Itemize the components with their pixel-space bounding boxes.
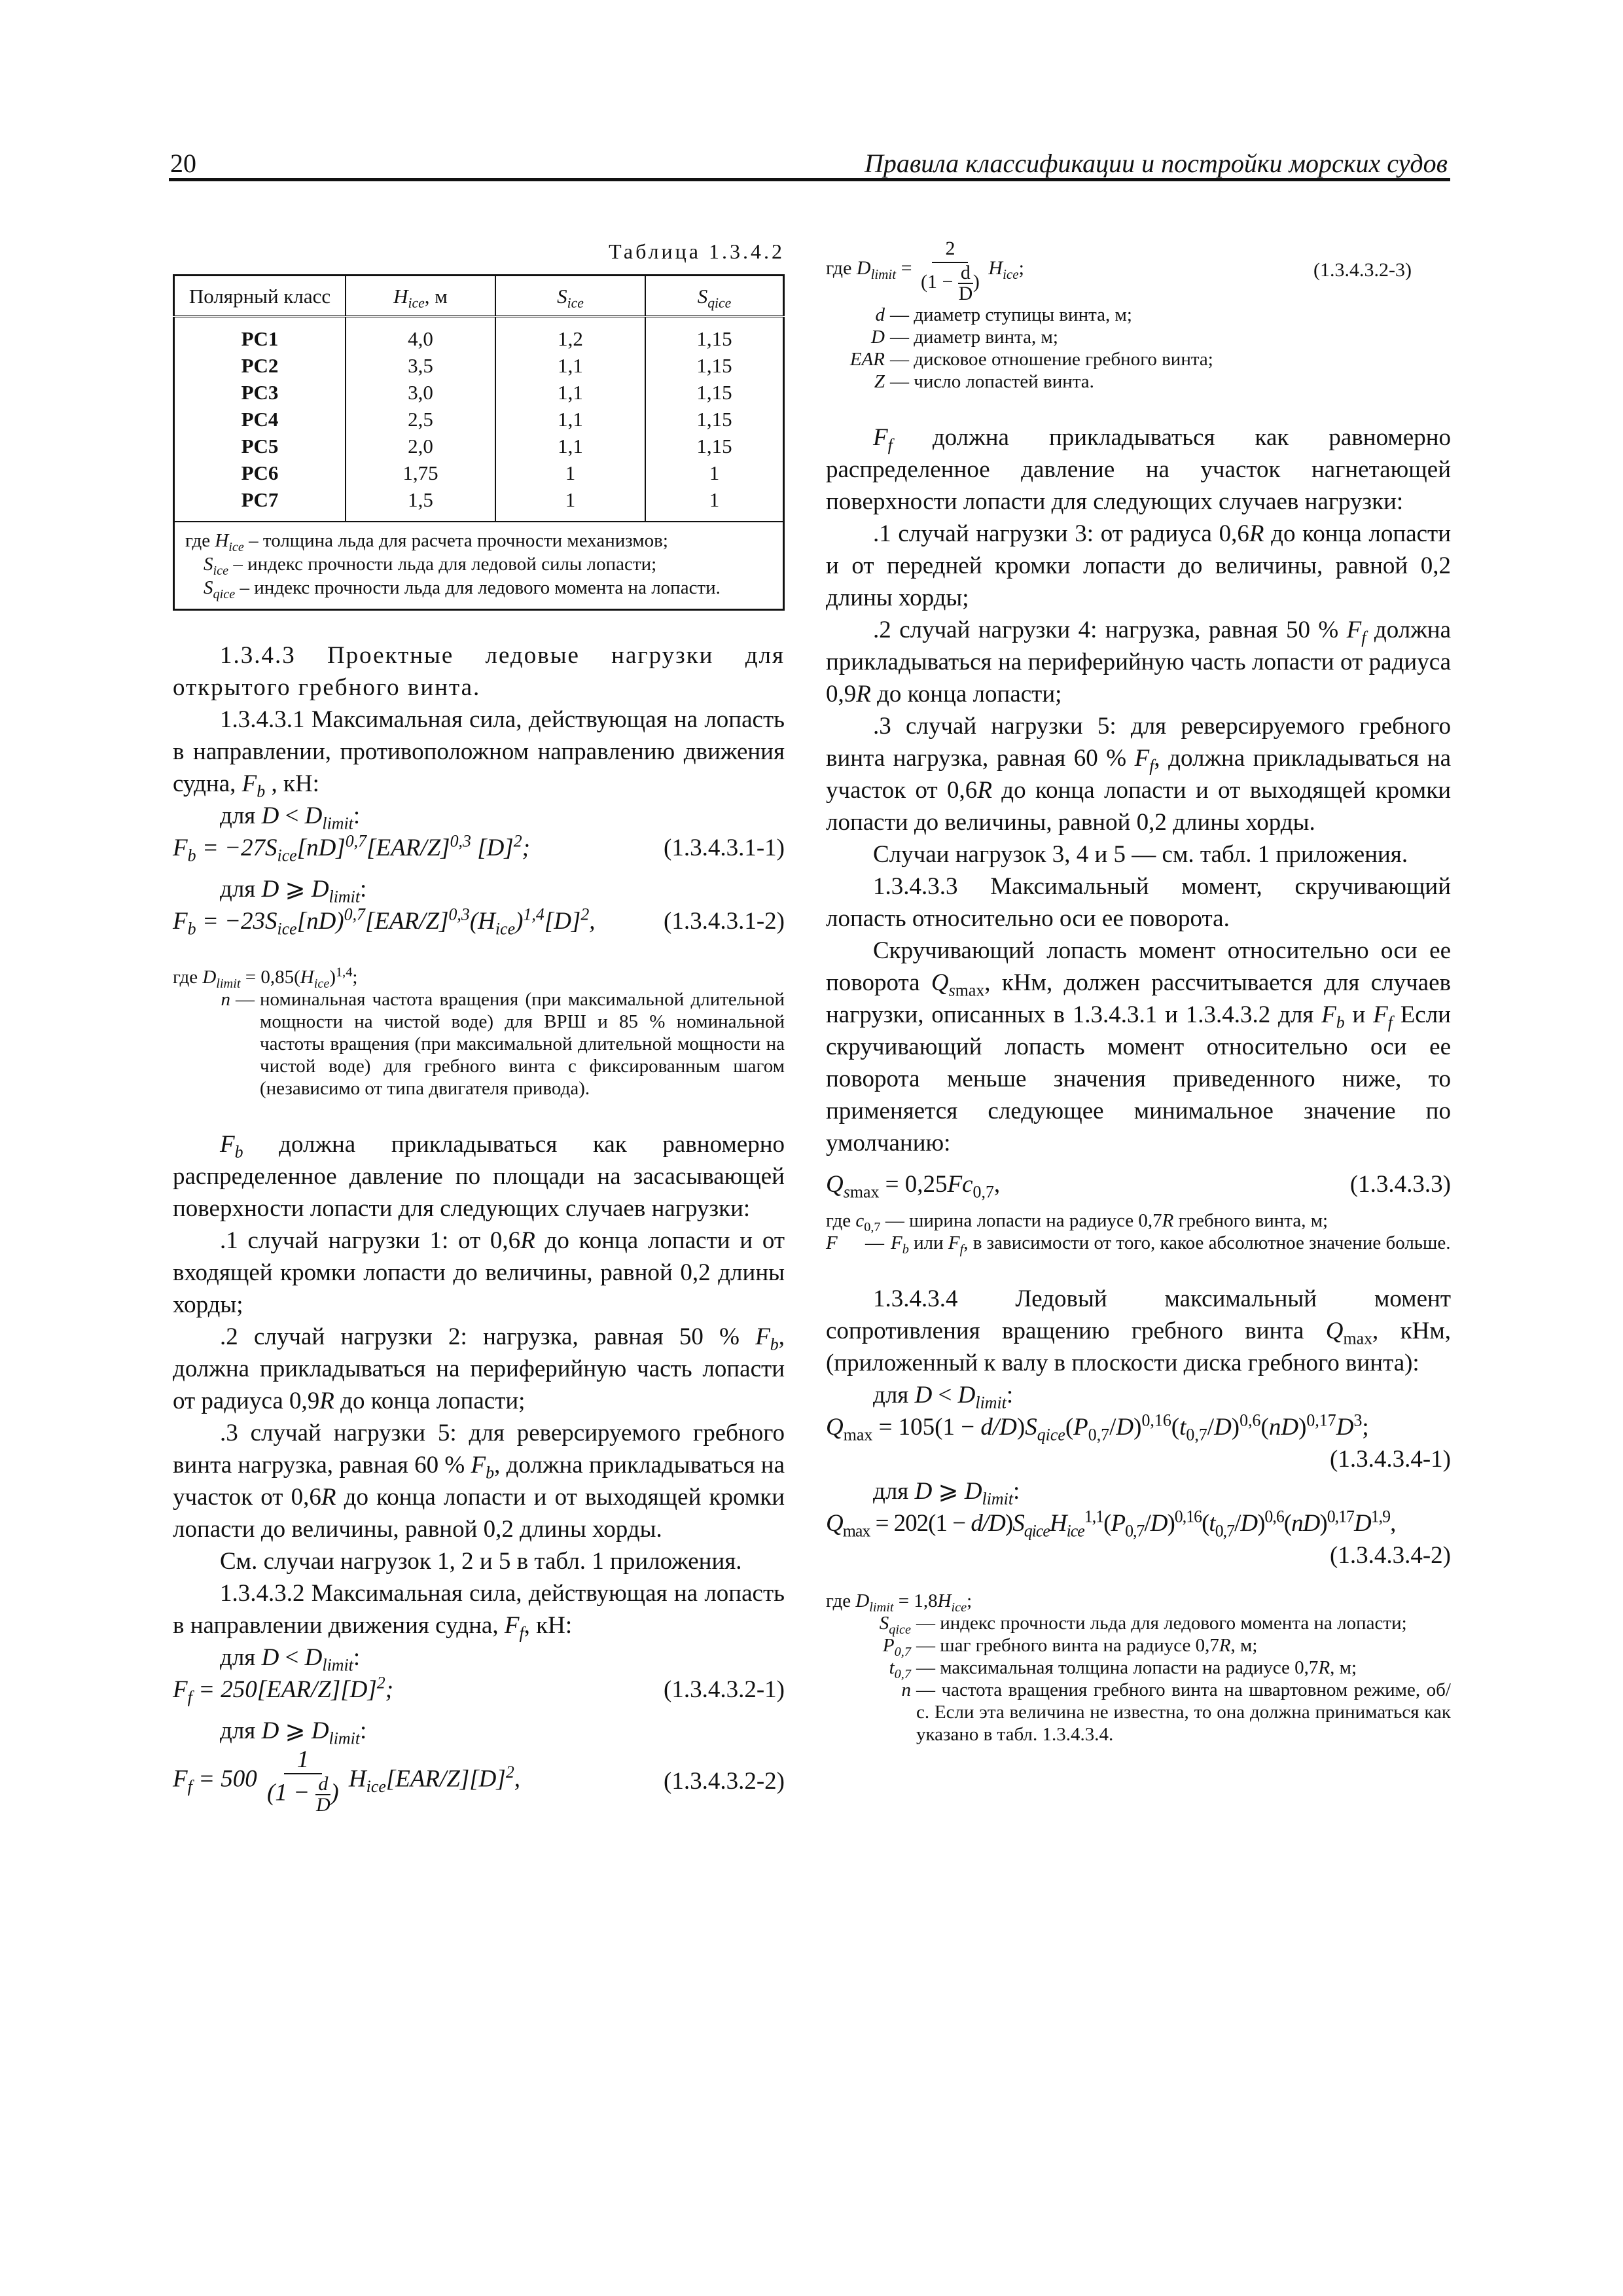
header-rule — [169, 178, 1450, 181]
sqice-cell: 1,15 — [645, 379, 784, 406]
sqice-cell: 1,15 — [645, 352, 784, 379]
fb-paragraph: $F_b$ должна прикладываться как равномерно распределенное давление по площади на засасывающей поверхности лопасти для следующих случаев нагрузки: — [173, 1131, 785, 1222]
class-cell: PC2 — [174, 352, 346, 379]
formula-fb-1: $F_b = -27S_{ice}[nD]^{0,7}[EAR/Z]^{0,3}$ $[D]^2$; — [173, 831, 530, 865]
see-cases: См. случаи нагрузок 1, 2 и 5 в табл. 1 приложения. — [220, 1548, 742, 1575]
formula-number: (1.3.4.3.4-1) — [1330, 1446, 1451, 1473]
fraction: 1 (1 − $\frac{d}{D}$ ) — [267, 1746, 339, 1816]
sqice-cell: 1,15 — [645, 406, 784, 433]
where-F: F — $F_b$ или $F_f$, в зависимости от того, какое абсолютное значение больше. — [826, 1232, 1451, 1257]
formula-number: (1.3.4.3.4-2) — [1330, 1542, 1451, 1569]
table-row — [174, 317, 784, 353]
clause-1-3-4-3-4: 1.3.4.3.4 Ледовый максимальный момент сопротивления вращению гребного винта $Q_{max}$, кНм, (приложенный к валу в плоскости диска гребного винта): — [826, 1285, 1451, 1376]
ff-paragraph: $F_f$ должна прикладываться как равномерно распределенное давление на участок нагнетающей поверхности лопасти для следующих случаев нагрузки: — [826, 424, 1451, 515]
condition-d-geq-3: для D ⩾ $D_{limit}$: — [873, 1478, 1020, 1509]
definition-item — [826, 326, 1451, 348]
clause-1-3-4-3-2: 1.3.4.3.2 Максимальная сила, действующая на лопасть в направлении движения судна, $F_f$, кН: — [173, 1580, 785, 1643]
table-notes — [174, 522, 784, 610]
definition-desc: — диаметр ступицы винта, м; — [890, 304, 1132, 325]
col-header-sqice: $S_{qice}$ — [645, 276, 784, 317]
condition-d-less: для $D < D_{limit}$: — [220, 802, 361, 833]
class-cell: PC1 — [174, 317, 346, 353]
definition-desc: — максимальная толщина лопасти на радиусе 0,7R, м; — [916, 1657, 1357, 1678]
table-notes-row — [174, 522, 784, 610]
class-cell: PC4 — [174, 406, 346, 433]
col-header-hice: $H_{ice}$, м — [346, 276, 495, 317]
definition-item — [826, 1657, 1451, 1679]
sice-cell: 1,1 — [495, 406, 645, 433]
load-case-5-forward: .3 случай нагрузки 5: для реверсируемого гребного винта нагрузка, равная 60 % $F_f$, должна прикладываться на участок от 0,6R до конца лопасти и от выходящей кромки лопасти до величины, равной 0,2 длины хорды. — [826, 713, 1451, 836]
table-caption: Таблица 1.3.4.2 — [609, 240, 785, 263]
formula-1-3-4-3-3 — [826, 1168, 1451, 1200]
formula-number: (1.3.4.3.2-2) — [664, 1767, 785, 1795]
load-case-1: .1 случай нагрузки 1: от 0,6R до конца лопасти и от входящей кромки лопасти до величины, равной 0,2 длины хорды; — [173, 1227, 785, 1318]
definition-term: n — [901, 1679, 911, 1700]
sice-cell: 1 — [495, 459, 645, 486]
definition-desc: — индекс прочности льда для ледового момента на лопасти; — [916, 1613, 1407, 1634]
definition-term: $t_{0,7}$ — [889, 1657, 911, 1681]
hice-cell: 1,75 — [346, 459, 495, 486]
where-n: n — номинальная частота вращения (при максимальной длительной мощности на чистой воде) для ВРШ и 85 % номинальной частоты вращения (при максимальной длительной мощности на чистой воде) для гребного винта с фиксированным шагом (независимо от типа двигателя привода). — [221, 989, 785, 1099]
condition-d-geq: для D ⩾ $D_{limit}$: — [220, 876, 367, 906]
table-header-row — [174, 276, 784, 317]
table-row — [174, 486, 784, 522]
right-column — [826, 236, 1451, 1746]
hice-cell: 2,0 — [346, 433, 495, 459]
formula-ff-2: $F_f = 500$ 1 (1 − $\frac{d}{D}$ ) $H_{ice}[EAR/Z][D]^2$, — [173, 1746, 521, 1816]
hice-cell: 1,5 — [346, 486, 495, 522]
formula-1-3-4-3-2-1 — [173, 1674, 785, 1706]
definitions-1 — [826, 304, 1451, 393]
load-case-3: .1 случай нагрузки 3: от радиуса 0,6R до конца лопасти и от передней кромки лопасти до величины, равной 0,2 длины хорды; — [826, 520, 1452, 611]
table-row — [174, 379, 784, 406]
formula-number: (1.3.4.3.3) — [1349, 1171, 1451, 1198]
definition-item — [826, 304, 1451, 326]
hice-cell: 4,0 — [346, 317, 495, 353]
definition-item — [826, 1679, 1451, 1746]
definition-item — [826, 348, 1451, 370]
hice-cell: 2,5 — [346, 406, 495, 433]
definition-desc: — частота вращения гребного винта на швартовном режиме, об/с. Если эта величина не известна, то она должна приниматься как указано в табл. 1.3.4.3.4. — [916, 1679, 1451, 1745]
definition-term: $S_{qice}$ — [879, 1613, 911, 1637]
table-row — [174, 459, 784, 486]
condition-d-less-3: для $D < D_{limit}$: — [873, 1382, 1014, 1412]
formula-number: (1.3.4.3.2-1) — [664, 1676, 785, 1703]
definition-term: d — [875, 304, 885, 325]
definitions-2 — [826, 1612, 1451, 1746]
condition-d-less-2: для $D < D_{limit}$: — [220, 1644, 361, 1675]
left-column — [173, 236, 785, 1815]
definition-term: $P_{0,7}$ — [882, 1635, 911, 1659]
table-note: где $H_{ice}$ – толщина льда для расчета прочности механизмов; — [185, 530, 668, 554]
where-block-2 — [826, 1210, 1451, 1257]
section-1-3-4-3: 1.3.4.3 Проектные ледовые нагрузки для открытого гребного винта. — [173, 642, 785, 701]
table-body — [174, 317, 784, 610]
formula-dlimit: где $D_{limit}$ = 2 (1 − $\frac{d}{D}$ ) $H_{ice}$; — [826, 236, 1024, 304]
definition-item — [826, 1634, 1451, 1657]
load-case-5: .3 случай нагрузки 5: для реверсируемого гребного винта нагрузка, равная 60 % $F_b$, должна прикладываться на участок от 0,6R до конца лопасти и от выходящей кромки лопасти до величины, равной 0,2 длины хорды. — [173, 1420, 785, 1543]
sice-cell: 1 — [495, 486, 645, 522]
definition-desc: — число лопастей винта. — [890, 371, 1094, 392]
definition-term: EAR — [849, 349, 885, 370]
definition-item — [826, 370, 1451, 393]
where-block-1 — [173, 966, 785, 1100]
class-cell: PC6 — [174, 459, 346, 486]
class-cell: PC3 — [174, 379, 346, 406]
class-cell: PC5 — [174, 433, 346, 459]
definition-desc: — диаметр винта, м; — [890, 327, 1058, 348]
formula-1-3-4-3-1-2 — [173, 905, 785, 937]
sice-cell: 1,2 — [495, 317, 645, 353]
polar-class-table — [173, 274, 785, 611]
see-cases-2: Случаи нагрузок 3, 4 и 5 — см. табл. 1 приложения. — [873, 841, 1408, 868]
page-number: 20 — [170, 149, 196, 178]
table-row — [174, 352, 784, 379]
sqice-cell: 1,15 — [645, 317, 784, 353]
formula-qmax-2: $Q_{max} = 202(1 - d/D)S_{qice}H_{ice}^{1,1}(P_{0,7}/D)^{0,16}(t_{0,7}/D)^{0,6}(nD)^{0,17}D^{1,9}$, — [826, 1507, 1396, 1541]
sice-cell: 1,1 — [495, 433, 645, 459]
definition-desc: — шаг гребного винта на радиусе 0,7R, м; — [916, 1635, 1258, 1656]
formula-qmax-1: $Q_{max} = 105(1 - d/D)S_{qice}(P_{0,7}/D)^{0,16}(t_{0,7}/D)^{0,6}(nD)^{0,17}D^3$; — [826, 1410, 1369, 1444]
table-row — [174, 433, 784, 459]
formula-qsmax: $Q_{smax} = 0,25Fc_{0,7}$, — [826, 1171, 1001, 1202]
formula-number: (1.3.4.3.1-1) — [664, 834, 785, 861]
fraction: 2 (1 − $\frac{d}{D}$ ) — [921, 236, 980, 304]
where-dlimit: где $D_{limit} = 0,85(H_{ice})^{1,4}$; — [173, 965, 358, 991]
table-note: $S_{ice}$ – индекс прочности льда для ледовой силы лопасти; — [204, 554, 657, 578]
formula-number: (1.3.4.3.2-3) — [1313, 259, 1412, 281]
running-title: Правила классификации и постройки морских судов — [864, 149, 1448, 178]
load-case-2: .2 случай нагрузки 2: нагрузка, равная 50 % $F_b$, должна прикладываться на периферийную часть лопасти от радиуса 0,9R до конца лопасти; — [173, 1323, 785, 1414]
clause-1-3-4-3-3: 1.3.4.3.3 Максимальный момент, скручивающий лопасть относительно оси ее поворота. — [826, 873, 1451, 932]
hice-cell: 3,5 — [346, 352, 495, 379]
definition-term: Z — [874, 371, 885, 392]
hice-cell: 3,0 — [346, 379, 495, 406]
table-note: $S_{qice}$ – индекс прочности льда для ледового момента на лопасти. — [204, 577, 721, 601]
formula-fb-2: $F_b = -23S_{ice}[nD)^{0,7}[EAR/Z]^{0,3}(H_{ice})^{1,4}[D]^2$, — [173, 905, 596, 939]
load-case-4: .2 случай нагрузки 4: нагрузка, равная 50 % $F_f$ должна прикладываться на периферийную часть лопасти от радиуса 0,9R до конца лопасти; — [826, 617, 1451, 708]
col-header-sice: $S_{ice}$ — [495, 276, 645, 317]
where-block-3 — [826, 1590, 1451, 1615]
formula-number: (1.3.4.3.1-2) — [664, 908, 785, 935]
table-row — [174, 406, 784, 433]
sqice-cell: 1 — [645, 459, 784, 486]
spindle-torque-paragraph: Скручивающий лопасть момент относительно оси ее поворота $Q_{smax}$, кНм, должен рассчитывается для случаев нагрузки, описанных в 1.3.4.3.1 и 1.3.4.3.2 для $F_b$ и $F_f$ Если скручивающий лопасть момент относительно оси ее поворота меньше значения приведенного ниже, то применяется следующее минимальное значение по умолчанию: — [826, 937, 1451, 1157]
class-cell: PC7 — [174, 486, 346, 522]
condition-d-geq-2: для D ⩾ $D_{limit}$: — [220, 1717, 367, 1748]
definition-desc: — дисковое отношение гребного винта; — [890, 349, 1213, 370]
sice-cell: 1,1 — [495, 379, 645, 406]
where-c07: где $c_{0,7}$ — ширина лопасти на радиусе 0,7R гребного винта, м; — [826, 1210, 1329, 1234]
where-dlimit-2: где $D_{limit} = 1,8H_{ice}$; — [826, 1590, 972, 1615]
sqice-cell: 1,15 — [645, 433, 784, 459]
sqice-cell: 1 — [645, 486, 784, 522]
formula-ff-1: $F_f = 250[EAR/Z][D]^2$; — [173, 1673, 394, 1707]
col-header-class: Полярный класс — [174, 276, 346, 317]
clause-1-3-4-3-1: 1.3.4.3.1 Максимальная сила, действующая на лопасть в направлении, противоположном направлению движения судна, $F_b$ , кН: — [173, 706, 785, 801]
definition-item — [826, 1612, 1451, 1637]
formula-1-3-4-3-2-2 — [173, 1747, 785, 1815]
definition-term: D — [871, 327, 885, 348]
formula-1-3-4-3-1-1 — [173, 832, 785, 864]
formula-1-3-4-3-2-3 — [826, 236, 1451, 304]
sice-cell: 1,1 — [495, 352, 645, 379]
